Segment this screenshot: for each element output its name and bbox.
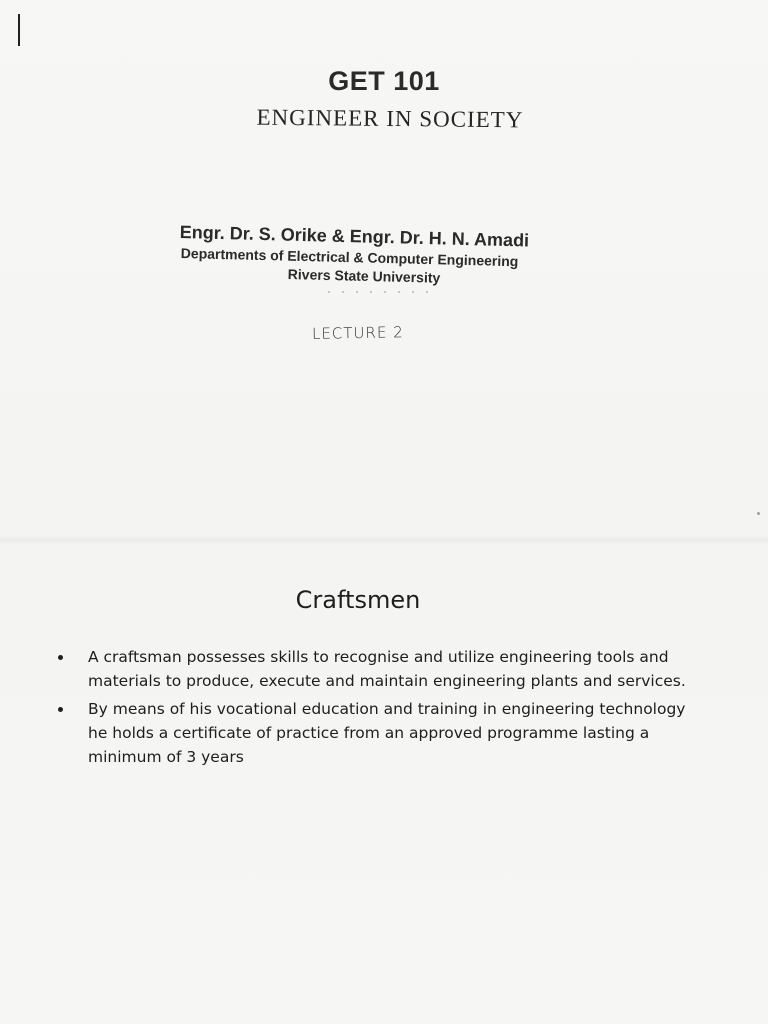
scan-speckle (322, 289, 432, 295)
course-code: GET 101 (328, 66, 440, 96)
department-line: Departments of Electrical & Computer Engineering (180, 245, 519, 270)
bullet-list (58, 645, 698, 773)
bullet-text: By means of his vocational education and training in engineering technology he holds a certificate of practice from an approved programme lasting a minimum of 3 years (88, 700, 686, 766)
bullet-icon (58, 707, 63, 712)
university-line: Rivers State University (287, 266, 441, 286)
authors-line: Engr. Dr. S. Orike & Engr. Dr. H. N. Amadi (179, 222, 530, 251)
slide-heading: Craftsmen (295, 586, 421, 614)
bullet-text: A craftsman possesses skills to recognise and utilize engineering tools and materials to produce, execute and maintain engineering plants and services. (88, 648, 686, 690)
scan-smudge (757, 512, 760, 515)
list-item (58, 697, 698, 769)
course-title: ENGINEER IN SOCIETY (256, 104, 524, 133)
bullet-icon (58, 655, 63, 660)
list-item (58, 645, 698, 693)
handwritten-lecture-label: LECTURE 2 (311, 323, 404, 343)
